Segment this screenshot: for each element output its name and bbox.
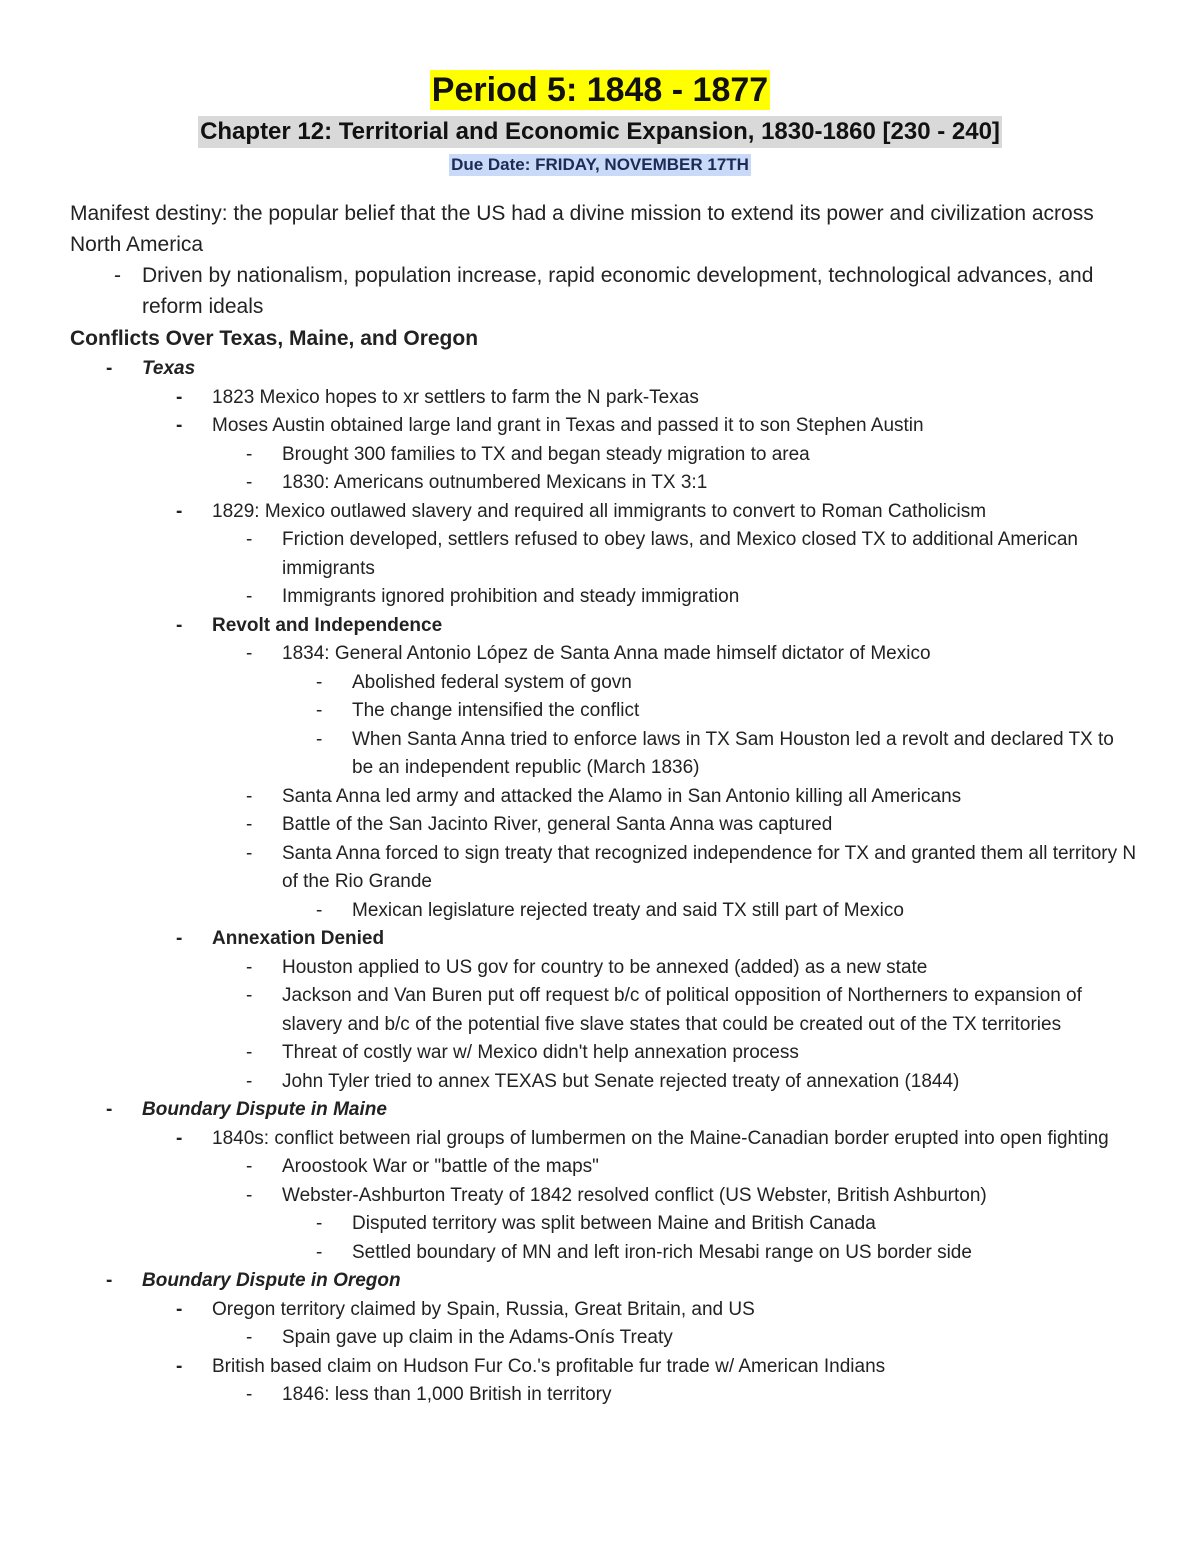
- bullet-dash: -: [246, 1327, 253, 1348]
- outline-item-level-3: [70, 441, 1140, 470]
- due-date: Due Date: FRIDAY, NOVEMBER 17TH: [451, 155, 749, 174]
- outline-item-level-1: [70, 1096, 1140, 1125]
- bullet-dash: -: [246, 586, 253, 607]
- outline-item-text: Boundary Dispute in Oregon: [142, 1270, 401, 1291]
- outline-item-text: Threat of costly war w/ Mexico didn't help annexation process: [282, 1042, 799, 1063]
- bullet-dash: -: [316, 1241, 323, 1263]
- outline-item-text: Disputed territory was split between Maine and British Canada: [352, 1213, 876, 1234]
- outline-item-text: Annexation Denied: [212, 928, 385, 949]
- intro-bullet: [70, 260, 1140, 322]
- outline-item-level-3: [70, 526, 1140, 583]
- outline-item-level-2: [70, 1125, 1140, 1154]
- title-block: [0, 70, 1200, 110]
- bullet-dash: -: [106, 1270, 113, 1291]
- section-heading: Conflicts Over Texas, Maine, and Oregon: [70, 327, 479, 350]
- outline-item-text: John Tyler tried to annex TEXAS but Senate rejected treaty of annexation (1844): [282, 1070, 960, 1092]
- outline-item-text: 1846: less than 1,000 British in territory: [282, 1384, 612, 1405]
- outline-item-level-3: [70, 954, 1140, 983]
- outline-item-level-3: [70, 469, 1140, 498]
- bullet-dash: -: [176, 386, 183, 408]
- outline-item-level-3: [70, 982, 1140, 1039]
- outline-item-text: 1823 Mexico hopes to xr settlers to farm the N park-Texas: [212, 386, 699, 408]
- outline-item-level-1: [70, 355, 1140, 384]
- outline-item-text: Santa Anna forced to sign treaty that recognized independence for TX and granted them all territory N of the Rio Grande: [282, 842, 1137, 892]
- chapter-heading: Chapter 12: Territorial and Economic Expansion, 1830-1860 [230 - 240]: [198, 116, 1002, 148]
- outline-list: [70, 355, 1140, 1410]
- outline-item-level-4: [70, 897, 1140, 926]
- outline-item-text: Texas: [142, 358, 196, 379]
- bullet-dash: -: [176, 415, 183, 436]
- bullet-dash: -: [246, 643, 253, 664]
- outline-item-text: Houston applied to US gov for country to be annexed (added) as a new state: [282, 956, 928, 978]
- outline-item-level-2: [70, 384, 1140, 413]
- bullet-dash: -: [176, 1355, 183, 1377]
- outline-item-text: Jackson and Van Buren put off request b/c of political opposition of Northerners to expansion of slavery and b/c of the potential five slave states that could be created out of the TX territories: [282, 985, 1082, 1035]
- outline-item-text: 1830: Americans outnumbered Mexicans in TX 3:1: [282, 472, 708, 493]
- outline-item-text: Moses Austin obtained large land grant in Texas and passed it to son Stephen Austin: [212, 415, 924, 436]
- outline-item-text: Brought 300 families to TX and began steady migration to area: [282, 443, 810, 465]
- outline-item-text: Aroostook War or "battle of the maps": [282, 1156, 599, 1177]
- outline-item-text: 1829: Mexico outlawed slavery and required all immigrants to convert to Roman Catholicism: [212, 500, 987, 522]
- bullet-dash: -: [106, 358, 113, 379]
- bullet-dash: -: [316, 1213, 323, 1234]
- bullet-dash: -: [246, 472, 253, 493]
- bullet-dash: -: [176, 928, 183, 949]
- bullet-dash: -: [246, 985, 253, 1006]
- outline-item-level-3: [70, 1324, 1140, 1353]
- outline-item-text: Battle of the San Jacinto River, general Santa Anna was captured: [282, 814, 833, 835]
- outline-item-level-4: [70, 697, 1140, 726]
- page-title: Period 5: 1848 - 1877: [431, 71, 769, 109]
- bullet-dash: -: [246, 1042, 253, 1063]
- outline-item-level-2: [70, 1296, 1140, 1325]
- outline-item-text: Immigrants ignored prohibition and steady immigration: [282, 586, 740, 607]
- intro-paragraph: Manifest destiny: the popular belief that the US had a divine mission to extend its power and civilization across North America: [70, 202, 1094, 256]
- outline-item-level-3: [70, 1182, 1140, 1211]
- outline-item-level-2: [70, 612, 1140, 641]
- outline-item-level-3: [70, 1153, 1140, 1182]
- bullet-dash: -: [176, 1298, 183, 1320]
- outline-item-level-3: [70, 1068, 1140, 1097]
- bullet-dash: -: [316, 671, 323, 693]
- outline-item-text: Spain gave up claim in the Adams-Onís Treaty: [282, 1327, 673, 1348]
- outline-item-text: Oregon territory claimed by Spain, Russia, Great Britain, and US: [212, 1298, 755, 1320]
- outline-item-text: Boundary Dispute in Maine: [142, 1099, 387, 1120]
- bullet-dash: -: [246, 814, 253, 835]
- bullet-dash: -: [114, 264, 121, 287]
- outline-item-text: Settled boundary of MN and left iron-rich Mesabi range on US border side: [352, 1241, 972, 1263]
- outline-item-level-3: [70, 1381, 1140, 1410]
- outline-item-text: 1834: General Antonio López de Santa Anna made himself dictator of Mexico: [282, 643, 931, 664]
- bullet-dash: -: [246, 956, 253, 978]
- outline-item-level-3: [70, 811, 1140, 840]
- bullet-dash: -: [246, 1070, 253, 1092]
- outline-item-level-3: [70, 783, 1140, 812]
- bullet-dash: -: [246, 1384, 253, 1405]
- outline-item-level-2: [70, 412, 1140, 441]
- bullet-dash: -: [246, 785, 253, 807]
- outline-item-level-4: [70, 1239, 1140, 1268]
- outline-item-level-2: [70, 925, 1140, 954]
- outline-item-text: Abolished federal system of govn: [352, 671, 632, 693]
- bullet-dash: -: [246, 1156, 253, 1177]
- outline-item-text: The change intensified the conflict: [352, 700, 640, 721]
- bullet-dash: -: [176, 614, 183, 636]
- bullet-dash: -: [246, 842, 253, 864]
- bullet-dash: -: [176, 1127, 183, 1149]
- chapter-block: [0, 116, 1200, 148]
- bullet-dash: -: [246, 529, 253, 550]
- bullet-dash: -: [316, 899, 323, 921]
- outline-item-level-3: [70, 1039, 1140, 1068]
- outline-item-level-3: [70, 840, 1140, 897]
- outline-item-level-3: [70, 583, 1140, 612]
- outline-item-text: Webster-Ashburton Treaty of 1842 resolved conflict (US Webster, British Ashburton): [282, 1184, 987, 1206]
- bullet-dash: -: [106, 1099, 113, 1120]
- notes-body: [70, 198, 1140, 1410]
- outline-item-text: 1840s: conflict between rial groups of lumbermen on the Maine-Canadian border erupted into open fighting: [212, 1127, 1109, 1149]
- outline-item-text: Revolt and Independence: [212, 614, 443, 636]
- outline-item-text: Mexican legislature rejected treaty and said TX still part of Mexico: [352, 899, 904, 921]
- intro-bullet-text: Driven by nationalism, population increase, rapid economic development, technological advances, and reform ideals: [142, 264, 1094, 318]
- bullet-dash: -: [246, 1184, 253, 1206]
- outline-item-text: British based claim on Hudson Fur Co.'s profitable fur trade w/ American Indians: [212, 1355, 886, 1377]
- outline-item-level-4: [70, 726, 1140, 783]
- outline-item-level-2: [70, 1353, 1140, 1382]
- bullet-dash: -: [246, 443, 253, 465]
- outline-item-level-2: [70, 498, 1140, 527]
- due-date-block: [0, 154, 1200, 176]
- outline-item-level-4: [70, 1210, 1140, 1239]
- bullet-dash: -: [176, 500, 183, 522]
- outline-item-text: When Santa Anna tried to enforce laws in TX Sam Houston led a revolt and declared TX to be an independent republic (March 1836): [352, 728, 1114, 778]
- bullet-dash: -: [316, 700, 323, 721]
- outline-item-level-4: [70, 669, 1140, 698]
- outline-item-level-3: [70, 640, 1140, 669]
- bullet-dash: -: [316, 728, 323, 750]
- outline-item-text: Friction developed, settlers refused to obey laws, and Mexico closed TX to additional American immigrants: [282, 529, 1078, 579]
- outline-item-level-1: [70, 1267, 1140, 1296]
- outline-item-text: Santa Anna led army and attacked the Alamo in San Antonio killing all Americans: [282, 785, 962, 807]
